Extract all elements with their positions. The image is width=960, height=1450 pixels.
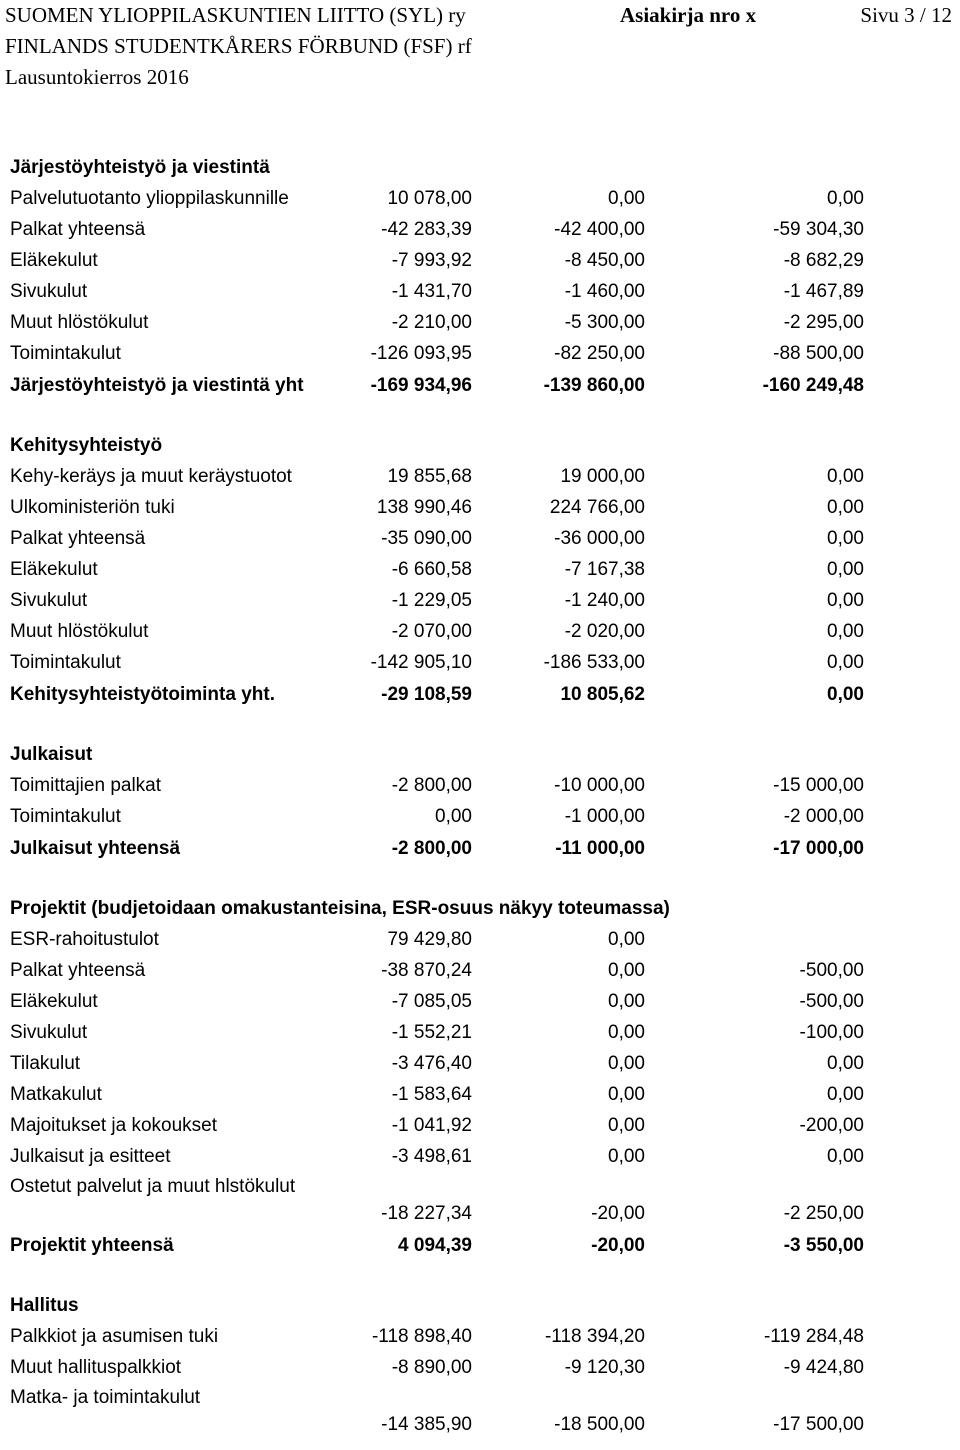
organization-name-sv: FINLANDS STUDENTKÅRERS FÖRBUND (FSF) rf (5, 34, 472, 58)
value-proposal: -1 467,89 (783, 281, 864, 302)
table-row (0, 338, 960, 369)
value-budget: -36 000,00 (554, 528, 645, 549)
table-row (0, 461, 960, 492)
page-number: Sivu 3 / 12 (860, 3, 952, 27)
value-proposal: -3 550,00 (783, 1235, 864, 1256)
value-budget: 0,00 (608, 188, 645, 209)
value-budget: -42 400,00 (554, 219, 645, 240)
row-label: Toimittajien palkat (10, 775, 162, 796)
table-row (0, 1110, 960, 1141)
row-label: Eläkekulut (10, 250, 98, 271)
value-actual: -6 660,58 (391, 559, 472, 580)
row-label: Matka- ja toimintakulut (10, 1387, 201, 1408)
value-actual: -2 800,00 (391, 775, 472, 796)
budget-section (0, 430, 960, 711)
section-title: Julkaisut (10, 744, 93, 765)
value-actual: -1 431,70 (391, 281, 472, 302)
value-actual: 79 429,80 (387, 929, 472, 950)
header-line-3 (0, 62, 960, 93)
value-proposal: 0,00 (827, 528, 864, 549)
table-row (0, 554, 960, 585)
table-row (0, 616, 960, 647)
value-budget: 0,00 (608, 1115, 645, 1136)
row-label: Palkat yhteensä (10, 528, 146, 549)
value-actual: -7 993,92 (391, 250, 472, 271)
budget-section (0, 152, 960, 402)
table-row (0, 1017, 960, 1048)
value-proposal: 0,00 (827, 621, 864, 642)
value-actual: -2 070,00 (391, 621, 472, 642)
table-row (0, 492, 960, 523)
header-line-2 (0, 31, 960, 62)
consultation-round: Lausuntokierros 2016 (5, 65, 189, 89)
value-actual: 0,00 (435, 806, 472, 827)
value-actual: 138 990,46 (376, 497, 472, 518)
value-actual: -169 934,96 (370, 375, 472, 396)
row-label: Kehitysyhteistyötoiminta yht. (10, 684, 275, 705)
value-budget: 224 766,00 (549, 497, 645, 518)
organization-name-fi: SUOMEN YLIOPPILASKUNTIEN LIITTO (SYL) ry (5, 3, 466, 27)
row-label: Toimintakulut (10, 806, 121, 827)
row-label: Palkat yhteensä (10, 960, 146, 981)
value-actual: -7 085,05 (391, 991, 472, 1012)
row-label: Julkaisut ja esitteet (10, 1146, 171, 1167)
section-title: Kehitysyhteistyö (10, 435, 163, 456)
value-budget: -20,00 (591, 1235, 645, 1256)
value-budget: 0,00 (608, 1146, 645, 1167)
value-budget: -7 167,38 (564, 559, 645, 580)
row-label: Muut hlöstökulut (10, 312, 149, 333)
value-proposal: -2 250,00 (783, 1203, 864, 1224)
value-proposal: 0,00 (827, 497, 864, 518)
table-row (0, 955, 960, 986)
value-budget: -11 000,00 (555, 838, 645, 859)
value-budget: 0,00 (608, 1022, 645, 1043)
value-proposal: 0,00 (827, 559, 864, 580)
value-proposal: -9 424,80 (783, 1357, 864, 1378)
value-actual: -38 870,24 (381, 960, 472, 981)
row-label: Ostetut palvelut ja muut hlstökulut (10, 1176, 296, 1197)
row-label: Eläkekulut (10, 991, 98, 1012)
value-proposal: -100,00 (799, 1022, 864, 1043)
value-actual: -1 552,21 (391, 1022, 472, 1043)
value-actual: -1 583,64 (391, 1084, 472, 1105)
value-proposal: 0,00 (827, 1053, 864, 1074)
value-budget: 0,00 (608, 1053, 645, 1074)
value-proposal: -500,00 (799, 991, 864, 1012)
value-actual: -2 210,00 (391, 312, 472, 333)
total-row (0, 832, 960, 865)
row-label: Sivukulut (10, 590, 88, 611)
section-title: Hallitus (10, 1295, 79, 1316)
table-row (0, 214, 960, 245)
value-proposal: -2 000,00 (783, 806, 864, 827)
row-label: Majoitukset ja kokoukset (10, 1115, 217, 1136)
value-actual: -118 898,40 (371, 1326, 472, 1347)
value-budget: -10 000,00 (554, 775, 645, 796)
value-proposal: -15 000,00 (773, 775, 864, 796)
value-proposal: -8 682,29 (783, 250, 864, 271)
value-proposal: -59 304,30 (773, 219, 864, 240)
total-row (0, 678, 960, 711)
row-label: Toimintakulut (10, 652, 121, 673)
header-line-1 (0, 0, 960, 31)
budget-table (0, 152, 960, 1440)
row-label: ESR-rahoitustulot (10, 929, 159, 950)
value-proposal: 0,00 (827, 590, 864, 611)
table-row (0, 801, 960, 832)
value-budget: -1 000,00 (564, 806, 645, 827)
value-proposal: -17 000,00 (773, 838, 864, 859)
value-budget: 19 000,00 (560, 466, 645, 487)
value-actual: 19 855,68 (387, 466, 472, 487)
table-row (0, 1172, 960, 1229)
table-row (0, 1321, 960, 1352)
value-actual: -18 227,34 (381, 1203, 472, 1224)
value-budget: 0,00 (608, 929, 645, 950)
row-label: Kehy-keräys ja muut keräystuotot (10, 466, 292, 487)
table-row (0, 1383, 960, 1440)
value-actual: -35 090,00 (381, 528, 472, 549)
row-label: Muut hallituspalkkiot (10, 1357, 182, 1378)
value-budget: -2 020,00 (564, 621, 645, 642)
value-proposal: -88 500,00 (773, 343, 864, 364)
table-row (0, 1048, 960, 1079)
value-budget: -9 120,30 (564, 1357, 645, 1378)
value-actual: -3 476,40 (391, 1053, 472, 1074)
value-proposal: -2 295,00 (783, 312, 864, 333)
section-title: Projektit (budjetoidaan omakustanteisina, ESR-osuus näkyy toteumassa) (10, 898, 670, 919)
value-proposal: 0,00 (827, 188, 864, 209)
row-label: Palvelutuotanto ylioppilaskunnille (10, 188, 289, 209)
table-row (0, 585, 960, 616)
row-label: Julkaisut yhteensä (10, 838, 181, 859)
value-proposal: 0,00 (827, 1146, 864, 1167)
value-proposal: -119 284,48 (763, 1326, 864, 1347)
row-label: Ulkoministeriön tuki (10, 497, 175, 518)
table-row (0, 1141, 960, 1172)
row-label: Sivukulut (10, 281, 88, 302)
budget-section (0, 1290, 960, 1440)
total-row (0, 1229, 960, 1262)
row-label: Eläkekulut (10, 559, 98, 580)
value-proposal: -160 249,48 (762, 375, 864, 396)
value-proposal: 0,00 (827, 1084, 864, 1105)
value-actual: -1 229,05 (391, 590, 472, 611)
value-proposal: -17 500,00 (773, 1414, 864, 1435)
table-row (0, 1352, 960, 1383)
value-budget: -118 394,20 (544, 1326, 645, 1347)
table-row (0, 770, 960, 801)
table-row (0, 523, 960, 554)
value-actual: -142 905,10 (370, 652, 472, 673)
row-label: Toimintakulut (10, 343, 121, 364)
value-budget: -82 250,00 (554, 343, 645, 364)
value-proposal: 0,00 (827, 684, 864, 705)
row-label: Tilakulut (10, 1053, 81, 1074)
table-row (0, 245, 960, 276)
table-row (0, 647, 960, 678)
value-budget: -8 450,00 (564, 250, 645, 271)
row-label: Projektit yhteensä (10, 1235, 174, 1256)
value-budget: 10 805,62 (560, 684, 645, 705)
table-row (0, 307, 960, 338)
value-budget: 0,00 (608, 1084, 645, 1105)
value-proposal: 0,00 (827, 466, 864, 487)
value-actual: -42 283,39 (381, 219, 472, 240)
table-row (0, 1079, 960, 1110)
budget-section (0, 893, 960, 1262)
row-label: Palkkiot ja asumisen tuki (10, 1326, 219, 1347)
value-budget: 0,00 (608, 991, 645, 1012)
value-actual: 4 094,39 (398, 1235, 472, 1256)
value-actual: -3 498,61 (391, 1146, 472, 1167)
value-budget: -20,00 (591, 1203, 645, 1224)
budget-section (0, 739, 960, 865)
value-budget: -186 533,00 (543, 652, 645, 673)
total-row (0, 369, 960, 402)
table-row (0, 276, 960, 307)
page-header (0, 0, 960, 93)
table-row (0, 986, 960, 1017)
section-title: Järjestöyhteistyö ja viestintä (10, 157, 270, 178)
row-label: Palkat yhteensä (10, 219, 146, 240)
value-actual: -8 890,00 (391, 1357, 472, 1378)
value-budget: -139 860,00 (543, 375, 645, 396)
table-row (0, 183, 960, 214)
value-actual: -29 108,59 (381, 684, 472, 705)
row-label: Sivukulut (10, 1022, 88, 1043)
table-row (0, 924, 960, 955)
value-proposal: 0,00 (827, 652, 864, 673)
value-budget: -5 300,00 (564, 312, 645, 333)
document-number: Asiakirja nro x (620, 3, 757, 27)
value-budget: -1 460,00 (564, 281, 645, 302)
value-budget: -1 240,00 (564, 590, 645, 611)
value-actual: 10 078,00 (387, 188, 472, 209)
value-proposal: -500,00 (799, 960, 864, 981)
value-budget: -18 500,00 (554, 1414, 645, 1435)
value-actual: -2 800,00 (391, 838, 472, 859)
value-budget: 0,00 (608, 960, 645, 981)
value-actual: -126 093,95 (370, 343, 472, 364)
value-actual: -1 041,92 (391, 1115, 472, 1136)
value-actual: -14 385,90 (381, 1414, 472, 1435)
row-label: Matkakulut (10, 1084, 102, 1105)
row-label: Järjestöyhteistyö ja viestintä yht (10, 375, 304, 396)
value-proposal: -200,00 (799, 1115, 864, 1136)
row-label: Muut hlöstökulut (10, 621, 149, 642)
